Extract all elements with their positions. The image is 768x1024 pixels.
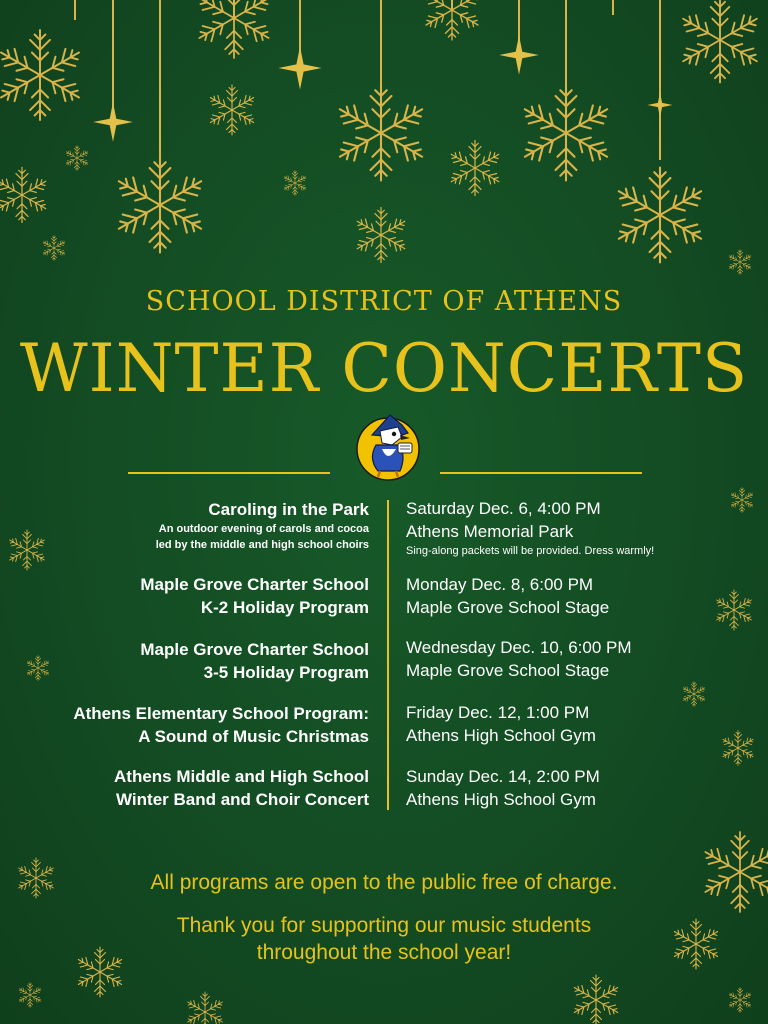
event-3-date: Wednesday Dec. 10, 6:00 PM bbox=[406, 638, 632, 657]
event-2-program bbox=[140, 573, 369, 619]
event-1-note: Sing-along packets will be provided. Dress warmly! bbox=[406, 545, 655, 557]
blue-jay-mascot-icon bbox=[350, 405, 430, 485]
left-title-rule bbox=[128, 472, 330, 474]
event-5-program bbox=[114, 765, 369, 811]
event-3-location: Maple Grove School Stage bbox=[406, 661, 610, 680]
free-admission-note: All programs are open to the public free of charge. bbox=[150, 871, 618, 894]
event-2-date: Monday Dec. 8, 6:00 PM bbox=[406, 575, 594, 594]
district-name: SCHOOL DISTRICT OF ATHENS bbox=[145, 286, 623, 317]
event-1-name: Caroling in the Park bbox=[208, 500, 369, 519]
event-4-location: Athens High School Gym bbox=[406, 726, 596, 745]
event-4-program bbox=[73, 702, 369, 748]
event-2-details bbox=[406, 573, 609, 619]
event-1-description-line-2: led by the middle and high school choirs bbox=[155, 539, 369, 551]
event-1-details bbox=[406, 497, 654, 559]
event-4-name-line-1: Athens Elementary School Program: bbox=[73, 704, 369, 723]
event-3-details bbox=[406, 636, 632, 682]
event-4-name-line-2: A Sound of Music Christmas bbox=[138, 727, 369, 746]
thanks-line-2: throughout the school year! bbox=[256, 941, 512, 964]
event-5-details bbox=[406, 765, 600, 811]
event-5-location: Athens High School Gym bbox=[406, 790, 596, 809]
event-4-date: Friday Dec. 12, 1:00 PM bbox=[406, 703, 590, 722]
event-3-name-line-1: Maple Grove Charter School bbox=[140, 640, 369, 659]
thanks-line-1: Thank you for supporting our music students bbox=[176, 914, 592, 937]
event-2-name-line-2: K-2 Holiday Program bbox=[200, 598, 369, 617]
event-2-location: Maple Grove School Stage bbox=[406, 598, 610, 617]
event-1-date: Saturday Dec. 6, 4:00 PM bbox=[406, 499, 601, 518]
event-5-name-line-2: Winter Band and Choir Concert bbox=[116, 790, 369, 809]
page-title: WINTER CONCERTS bbox=[19, 330, 749, 407]
right-title-rule bbox=[440, 472, 642, 474]
event-1-program bbox=[156, 498, 369, 553]
event-5-date: Sunday Dec. 14, 2:00 PM bbox=[406, 767, 600, 786]
event-2-name-line-1: Maple Grove Charter School bbox=[140, 575, 369, 594]
event-3-program bbox=[140, 638, 369, 684]
event-5-name-line-1: Athens Middle and High School bbox=[114, 767, 369, 786]
event-3-name-line-2: 3-5 Holiday Program bbox=[203, 663, 369, 682]
schedule-divider bbox=[387, 500, 389, 810]
event-4-details bbox=[406, 701, 596, 747]
event-1-location: Athens Memorial Park bbox=[406, 522, 574, 541]
event-1-description-line-1: An outdoor evening of carols and cocoa bbox=[158, 523, 369, 535]
